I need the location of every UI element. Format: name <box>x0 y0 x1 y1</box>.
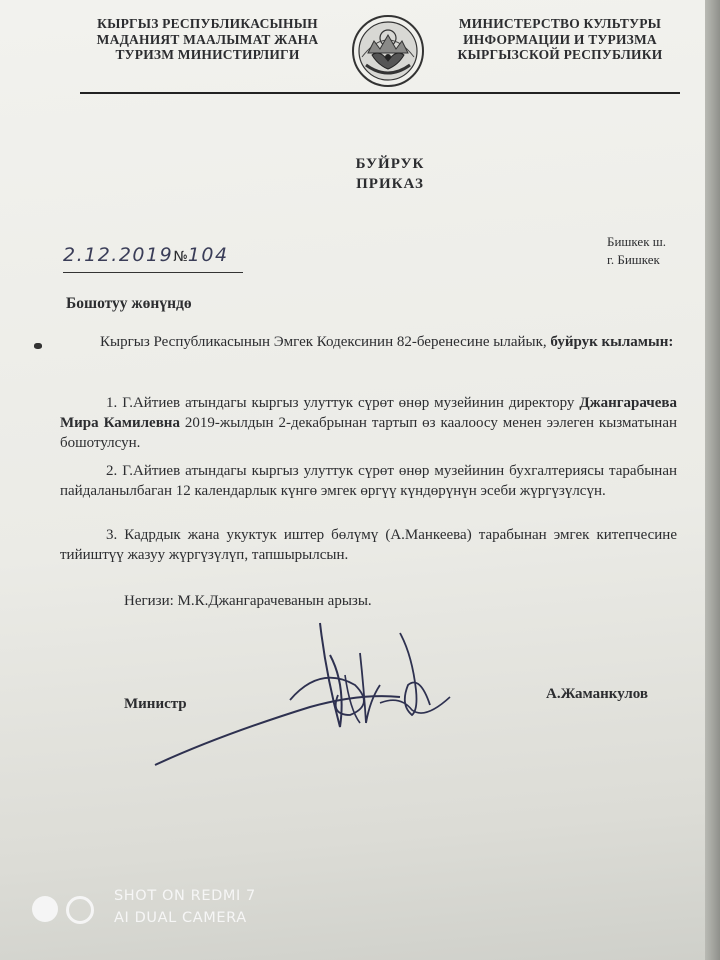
header-kyrgyz-line: ТУРИЗМ МИНИСТИРЛИГИ <box>115 47 300 62</box>
intro-paragraph <box>60 332 677 352</box>
header-kyrgyz-line: КЫРГЫЗ РЕСПУБЛИКАСЫНЫН <box>97 16 318 31</box>
order-date-number <box>63 244 243 273</box>
header-russian-line: ИНФОРМАЦИИ И ТУРИЗМА <box>463 31 657 47</box>
order-item-1 <box>60 393 677 453</box>
intro-text: Кыргыз Республикасынын Эмгек Кодексинин 82-беренесине ылайык, <box>100 334 547 350</box>
header-kyrgyz <box>75 16 340 63</box>
intro-order-phrase: буйрук кыламын: <box>550 334 674 350</box>
order-subject: Бошотуу жөнүндө <box>66 295 192 312</box>
header-russian <box>440 16 680 63</box>
order-basis: Негизи: М.К.Джангарачеванын арызы. <box>124 593 372 609</box>
signatory-name: А.Жаманкулов <box>546 686 648 702</box>
handwritten-date: 2.12.2019 <box>63 244 174 266</box>
document-title-russian: ПРИКАЗ <box>356 176 424 192</box>
number-sign: № <box>173 249 188 265</box>
document-title-kyrgyz: БУЙРУК <box>355 156 425 172</box>
handwritten-order-number: 104 <box>187 244 229 266</box>
item-1-text-b: 2019-жылдын 2-декабрынан тартып өз каалоосу менен ээлеген кызматынан бошотулсун. <box>60 415 678 451</box>
handwritten-signature <box>150 615 470 775</box>
background-edge <box>705 0 720 960</box>
item-1-text-a: 1. Г.Айтиев атындагы кыргыз улуттук сүрөт өнөр музейинин директору <box>106 395 575 411</box>
watermark-line-1: SHOT ON REDMI 7 <box>114 888 256 904</box>
order-item-2: 2. Г.Айтиев атындагы кыргыз улуттук сүрөт өнөр музейинин бухгалтериясы тарабынан пайдаланылбаган 12 календарлык күнгө эмгек өргүү күндөрүнүн эсеби жүргүзүлсүн. <box>60 463 677 499</box>
item-1-person-name: Джангарачева Мира Камилевна <box>60 395 677 431</box>
header-russian-line: КЫРГЫЗСКОЙ РЕСПУБЛИКИ <box>457 47 663 62</box>
header-russian-line: МИНИСТЕРСТВО КУЛЬТУРЫ <box>458 16 662 31</box>
city-russian: г. Бишкек <box>607 252 660 267</box>
signatory-title: Министр <box>124 696 187 712</box>
header-kyrgyz-line: МАДАНИЯТ МААЛЫМАТ ЖАНА <box>96 31 319 47</box>
state-emblem-icon <box>350 13 426 89</box>
watermark-dot-icon <box>32 896 58 922</box>
margin-mark <box>34 343 42 349</box>
city-kyrgyz: Бишкек ш. <box>607 234 667 249</box>
camera-watermark <box>30 886 290 936</box>
watermark-ring-icon <box>66 896 94 924</box>
header-divider <box>80 92 680 94</box>
watermark-line-2: AI DUAL CAMERA <box>114 910 247 926</box>
order-item-3: 3. Кадрдык жана укуктук иштер бөлүмү (А.Манкеева) тарабынан эмгек китепчесине тийиштүү жазуу жүргүзүлүп, тапшырылсын. <box>60 527 677 563</box>
